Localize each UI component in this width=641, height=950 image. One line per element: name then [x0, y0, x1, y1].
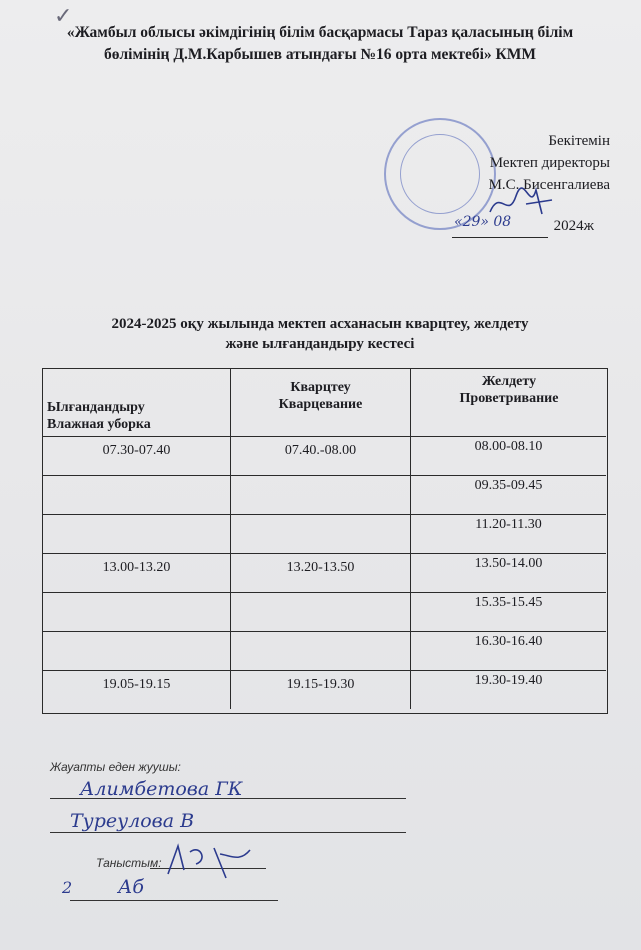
- table-cell: 19.05-19.15: [43, 671, 231, 709]
- table-row: [43, 592, 606, 631]
- organization-line-2: бөлімінің Д.М.Карбышев атындағы №16 орта мектебі» КММ: [103, 46, 537, 63]
- table-cell: 11.20-11.30: [475, 517, 542, 532]
- organization-header: [30, 22, 610, 66]
- header-ru: Кварцевание: [278, 397, 363, 412]
- table-cell: 09.35-09.45: [474, 478, 543, 493]
- approval-date-handwritten: «29» 08: [454, 214, 512, 230]
- schedule-title-line-1: 2024-2025 оқу жылында мектеп асханасын кварцтеу, желдету: [111, 316, 529, 332]
- approval-label: Бекітемін: [548, 133, 610, 149]
- signature-3-prefix: 2: [62, 878, 73, 897]
- table-row: [43, 553, 606, 592]
- signature-1: Алимбетова ГК: [80, 778, 243, 800]
- table-cell: [43, 632, 231, 670]
- table-row: [43, 670, 606, 713]
- signature-2: Туреулова В: [70, 810, 195, 832]
- table-cell: 07.40.-08.00: [231, 437, 411, 475]
- table-cell: [231, 515, 411, 553]
- organization-line-1: «Жамбыл облысы әкімдігінің білім басқармасы Тараз қаласының білім: [66, 24, 574, 41]
- check-mark: ✓: [54, 4, 73, 29]
- header-ru: Проветривание: [459, 391, 559, 406]
- schedule-table: [42, 368, 608, 714]
- header-kz: Кварцтеу: [290, 380, 351, 395]
- table-cell: [43, 476, 231, 514]
- table-cell: 07.30-07.40: [43, 437, 231, 475]
- schedule-title: [60, 314, 580, 354]
- header-kz: Желдету: [481, 374, 537, 389]
- approval-year: 2024ж: [553, 218, 594, 234]
- acquainted-signature: [160, 840, 260, 880]
- column-header-wet-cleaning: [43, 369, 231, 436]
- table-cell: 19.30-19.40: [474, 673, 543, 688]
- table-row: [43, 514, 606, 553]
- approval-block: [430, 130, 610, 196]
- approval-name: М.С. Бисенгалиева: [488, 177, 610, 193]
- signature-3: Аб: [118, 876, 144, 898]
- table-row: [43, 475, 606, 514]
- column-header-ventilation: [411, 369, 607, 436]
- header-kz: Ылғандандыру: [47, 400, 145, 415]
- approval-position: Мектеп директоры: [489, 155, 610, 171]
- approval-date: [452, 214, 594, 240]
- table-row: [43, 631, 606, 670]
- table-cell: 15.35-15.45: [474, 595, 543, 610]
- column-header-quartz: [231, 369, 411, 436]
- table-cell: 13.00-13.20: [43, 554, 231, 592]
- table-cell: [43, 593, 231, 631]
- table-cell: 08.00-08.10: [474, 439, 543, 454]
- table-cell: [231, 476, 411, 514]
- table-cell: 13.50-14.00: [474, 556, 543, 571]
- date-underline: [452, 237, 548, 238]
- table-cell: 19.15-19.30: [231, 671, 411, 709]
- table-cell: 13.20-13.50: [231, 554, 411, 592]
- signature-line-4: [70, 900, 278, 901]
- table-cell: [231, 593, 411, 631]
- signature-line-2: [50, 832, 406, 833]
- table-row: [43, 436, 606, 475]
- table-cell: 16.30-16.40: [474, 634, 543, 649]
- acquainted-label: Таныстым:: [96, 856, 162, 870]
- schedule-title-line-2: және ылғандандыру кестесі: [225, 336, 415, 352]
- header-ru: Влажная уборка: [47, 417, 151, 432]
- responsible-label: Жауапты еден жуушы:: [50, 760, 181, 774]
- table-cell: [43, 515, 231, 553]
- table-cell: [231, 632, 411, 670]
